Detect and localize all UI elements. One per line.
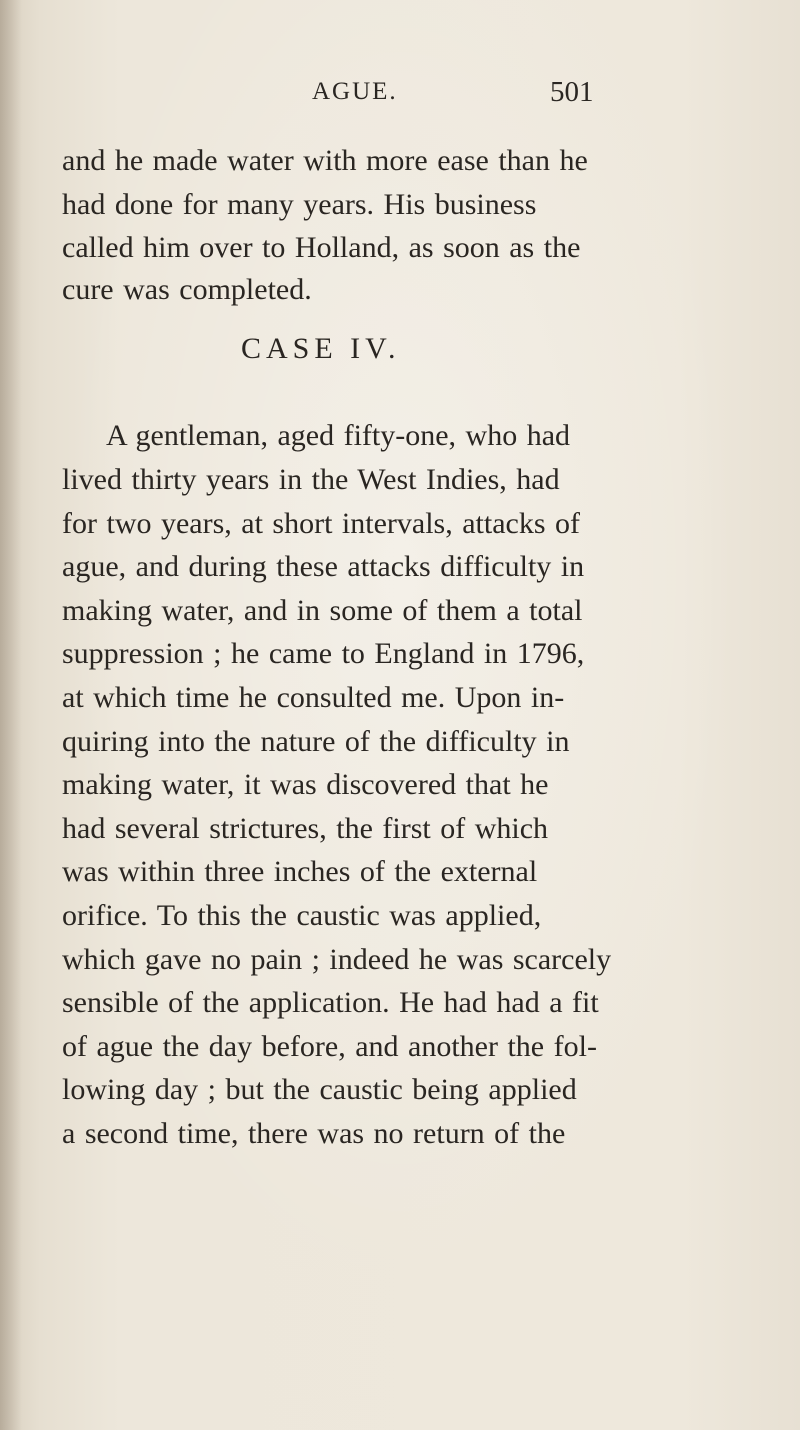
text-line: a second time, there was no return of the xyxy=(62,1117,566,1150)
case-heading: CASE IV. xyxy=(241,332,401,365)
text-line: was within three inches of the external xyxy=(62,855,538,888)
text-line: lived thirty years in the West Indies, had xyxy=(62,463,560,496)
text-line: for two years, at short intervals, attacks of xyxy=(62,507,581,540)
text-line: quiring into the nature of the difficulty in xyxy=(62,725,570,758)
text-line: sensible of the application. He had had a fit xyxy=(62,986,599,1019)
text-line: had done for many years. His business xyxy=(62,188,537,221)
text-line: making water, and in some of them a total xyxy=(62,594,583,627)
text-line: orifice. To this the caustic was applied, xyxy=(62,899,542,932)
text-line: which gave no pain ; indeed he was scarcely xyxy=(62,943,612,976)
text-line: ague, and during these attacks difficulty in xyxy=(62,550,585,583)
page-gutter-shadow xyxy=(0,0,22,1430)
text-line: suppression ; he came to England in 1796, xyxy=(62,637,585,670)
page-header xyxy=(0,78,800,118)
page-number: 501 xyxy=(550,76,594,108)
text-line: called him over to Holland, as soon as the xyxy=(62,231,581,264)
text-line: cure was completed. xyxy=(62,273,312,306)
text-line: and he made water with more ease than he xyxy=(62,144,588,177)
text-line: A gentleman, aged fifty-one, who had xyxy=(106,419,571,452)
text-line: at which time he consulted me. Upon in- xyxy=(62,681,565,714)
running-title: AGUE. xyxy=(312,78,398,105)
text-line: lowing day ; but the caustic being applied xyxy=(62,1073,577,1106)
text-line: had several strictures, the first of which xyxy=(62,812,549,845)
text-line: making water, it was discovered that he xyxy=(62,768,549,801)
text-line: of ague the day before, and another the fol- xyxy=(62,1030,597,1063)
